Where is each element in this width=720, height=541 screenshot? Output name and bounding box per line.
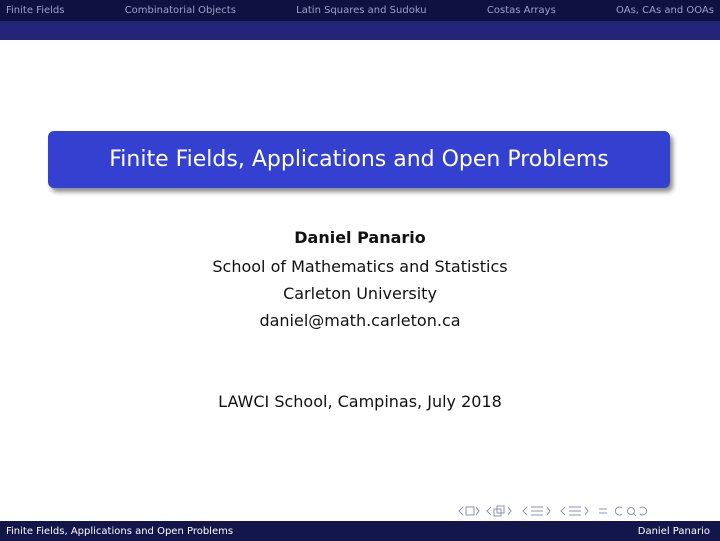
search-back-forward-icon[interactable] <box>614 505 648 517</box>
section-navigation <box>0 0 720 21</box>
nav-section-latin-squares[interactable]: Latin Squares and Sudoku <box>296 5 427 16</box>
affiliation-department: School of Mathematics and Statistics <box>212 257 508 276</box>
beamer-navigation-symbols <box>458 503 716 519</box>
equals-align-icon[interactable] <box>598 505 608 517</box>
event-date: LAWCI School, Campinas, July 2018 <box>218 392 502 411</box>
section-nav-icon[interactable] <box>522 505 554 517</box>
document-nav-icon[interactable] <box>560 505 592 517</box>
footer-author: Daniel Panario <box>637 525 710 537</box>
affiliation-university: Carleton University <box>283 284 437 303</box>
footer-bar <box>0 521 720 541</box>
footer-title: Finite Fields, Applications and Open Problems <box>6 525 234 537</box>
prev-frame-icon[interactable] <box>458 505 480 517</box>
author-email: daniel@math.carleton.ca <box>259 311 461 330</box>
subsection-strip <box>0 21 720 40</box>
slide-title: Finite Fields, Applications and Open Problems <box>109 147 609 172</box>
nav-section-costas-arrays[interactable]: Costas Arrays <box>486 5 556 16</box>
subsection-nav-icon[interactable] <box>486 505 516 517</box>
author-name: Daniel Panario <box>294 228 426 247</box>
nav-section-oas-cas-ooas[interactable]: OAs, CAs and OOAs <box>616 5 714 16</box>
nav-section-combinatorial-objects[interactable]: Combinatorial Objects <box>124 5 236 16</box>
title-block <box>48 131 670 188</box>
nav-section-finite-fields[interactable]: Finite Fields <box>6 5 65 16</box>
